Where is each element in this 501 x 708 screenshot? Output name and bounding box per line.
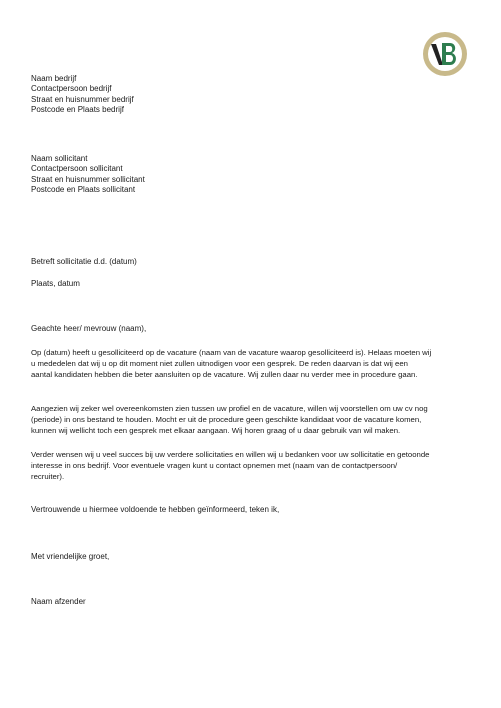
- salutation: Geachte heer/ mevrouw (naam),: [31, 324, 147, 333]
- sender-name: Naam afzender: [31, 597, 86, 606]
- paragraph-3-line: recruiter).: [31, 472, 65, 481]
- closing-line: Vertrouwende u hiermee voldoende te hebben geïnformeerd, teken ik,: [31, 505, 280, 514]
- company-contact: Contactpersoon bedrijf: [31, 84, 112, 94]
- applicant-street: Straat en huisnummer sollicitant: [31, 174, 145, 184]
- company-address: [31, 74, 134, 115]
- paragraph-1-line: Op (datum) heeft u gesolliciteerd op de vacature (naam van de vacature waarop gesolliciteerd is). Helaas moeten wij: [31, 348, 432, 357]
- subject-line: Betreft sollicitatie d.d. (datum): [31, 257, 137, 266]
- greeting: Met vriendelijke groet,: [31, 552, 110, 561]
- paragraph-2-line: kunnen wij wellicht toch een gesprek met elkaar aangaan. Wij horen graag of u daar gebruik van wil maken.: [31, 426, 401, 435]
- place-date: Plaats, datum: [31, 279, 80, 288]
- company-name: Naam bedrijf: [31, 74, 77, 83]
- paragraph-1-line: aantal kandidaten hebben die beter aansluiten op de vacature. Wij zullen daar nu verder mee in procedure gaan.: [31, 370, 418, 379]
- company-postcode: Postcode en Plaats bedrijf: [31, 104, 124, 114]
- paragraph-2-line: (periode) in ons bestand te houden. Mocht er uit de procedure geen geschikte kandidaat voor de vacature komen,: [31, 415, 422, 424]
- applicant-address: [31, 154, 145, 195]
- paragraph-2: [31, 403, 471, 436]
- paragraph-2-line: Aangezien wij zeker wel overeenkomsten zien tussen uw profiel en de vacature, willen wij voorstellen om uw cv nog: [31, 404, 428, 413]
- company-logo: [422, 31, 468, 77]
- applicant-contact: Contactpersoon sollicitant: [31, 164, 123, 174]
- paragraph-3-line: interesse in ons bedrijf. Voor eventuele vragen kunt u contact opnemen met (naam van de contactpersoon/: [31, 461, 398, 470]
- paragraph-3: [31, 449, 471, 482]
- company-street: Straat en huisnummer bedrijf: [31, 94, 134, 104]
- paragraph-1-line: u mededelen dat wij u op dit moment niet zullen uitnodigen voor een gesprek. De reden daarvan is dat wij een: [31, 359, 408, 368]
- paragraph-1: [31, 347, 471, 380]
- applicant-postcode: Postcode en Plaats sollicitant: [31, 184, 136, 194]
- paragraph-3-line: Verder wensen wij u veel succes bij uw verdere sollicitaties en willen wij u bedanken voor uw sollicitatie en getoonde: [31, 450, 430, 459]
- applicant-name: Naam sollicitant: [31, 154, 88, 163]
